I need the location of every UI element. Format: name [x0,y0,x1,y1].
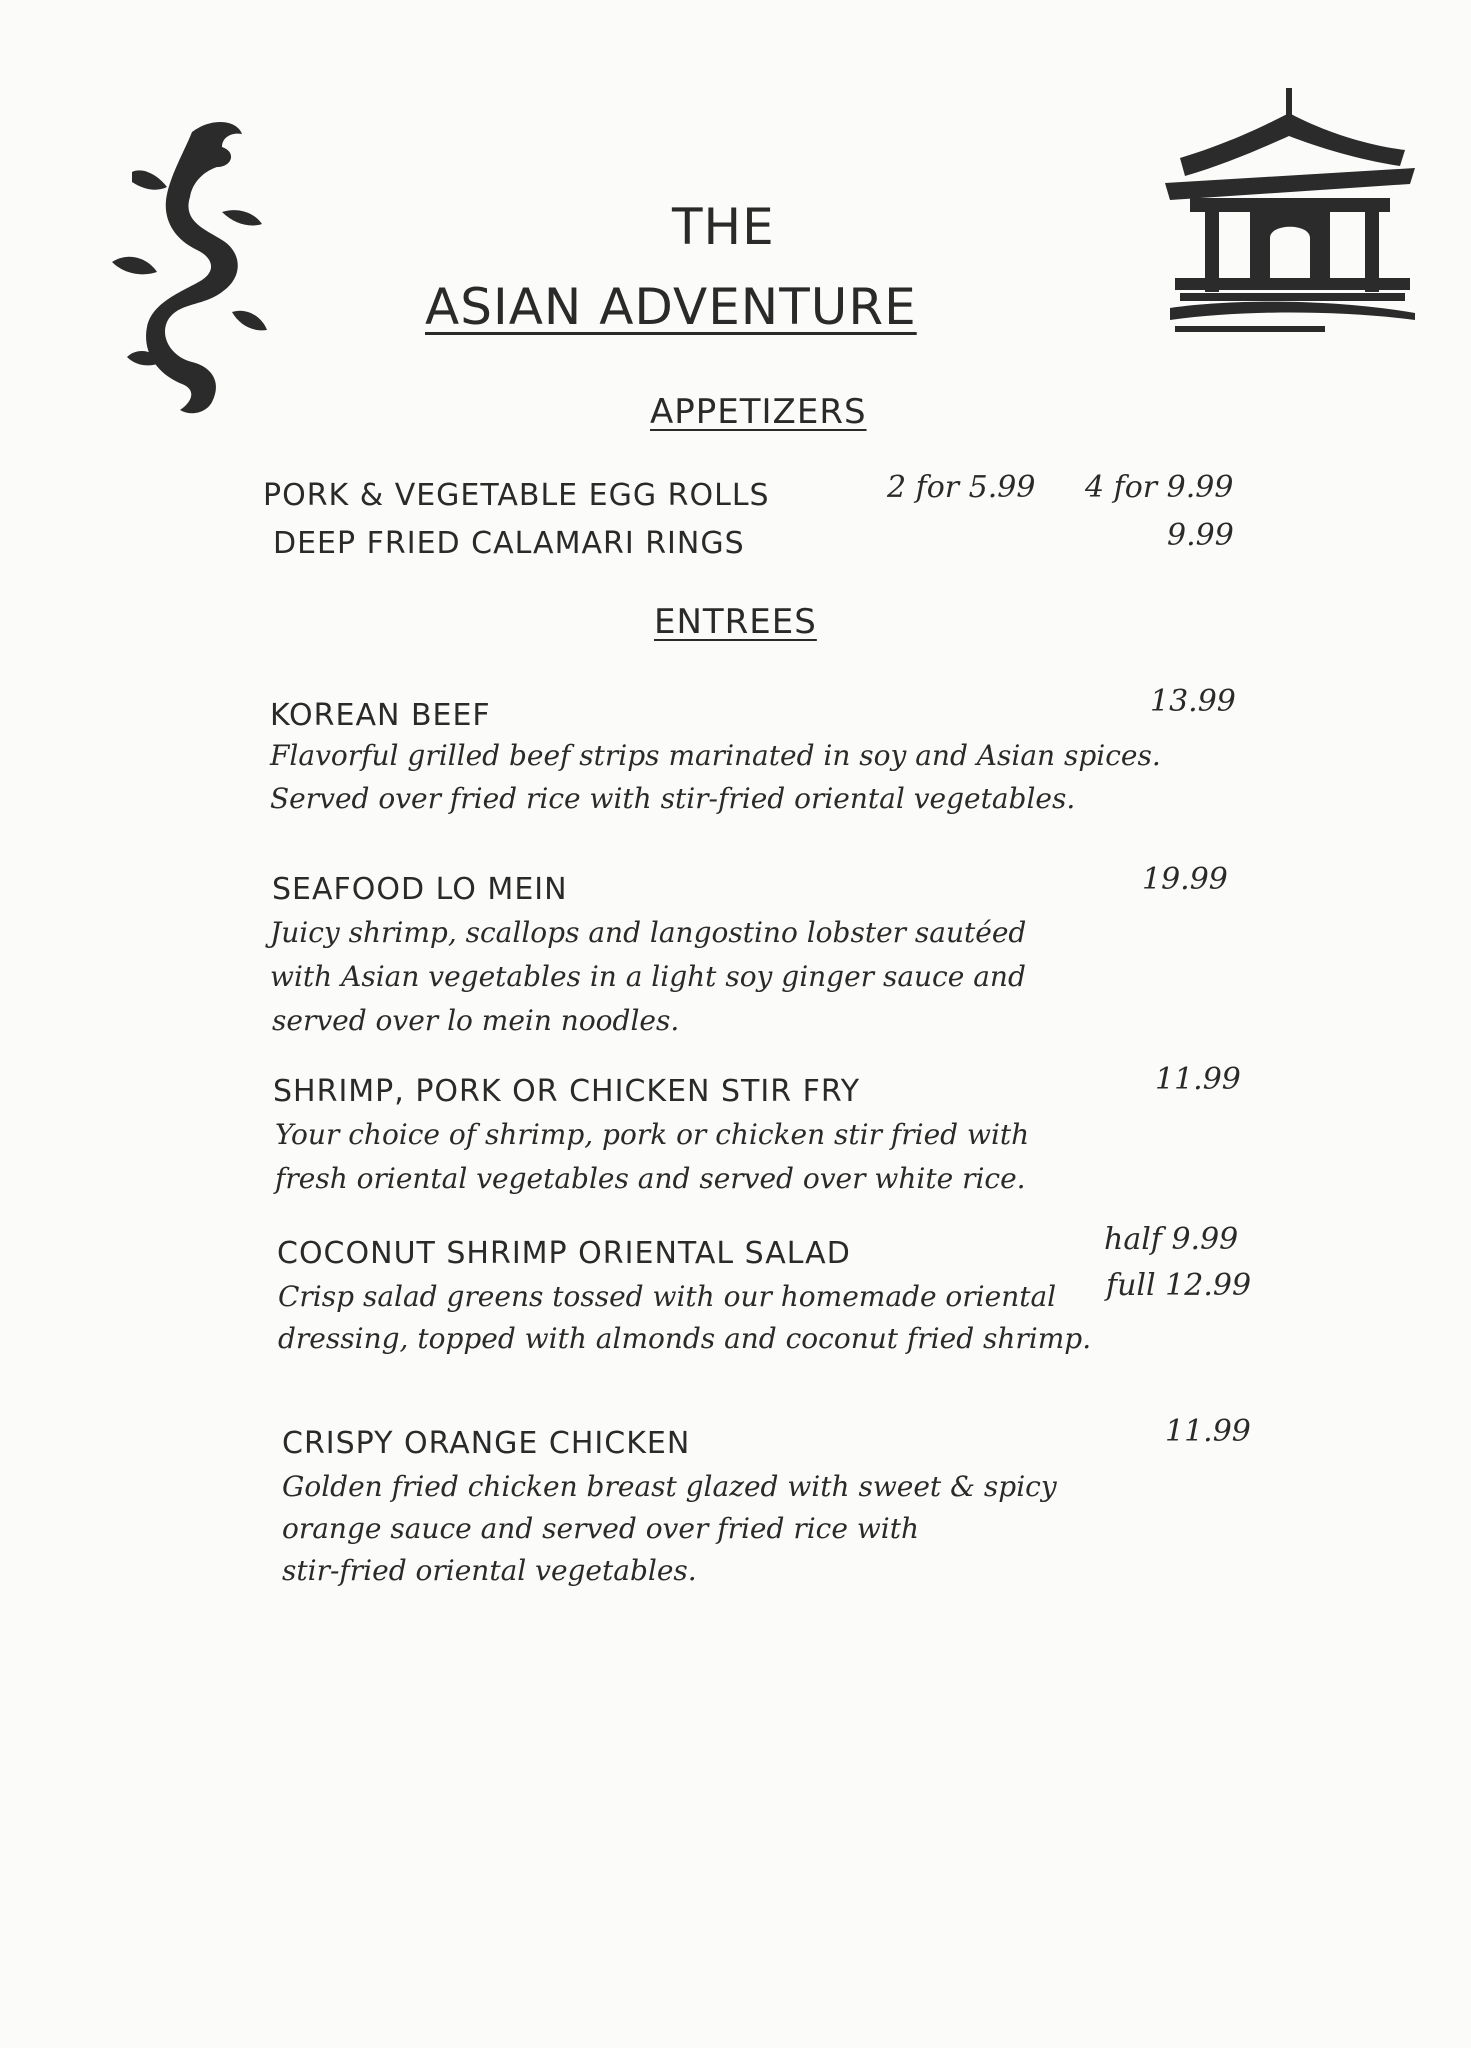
entree-description: served over lo mein noodles. [272,1004,680,1037]
appetizer-name: DEEP FRIED CALAMARI RINGS [273,526,745,561]
entree-name: CRISPY ORANGE CHICKEN [282,1426,691,1461]
menu-title-line2: ASIAN ADVENTURE [425,278,917,336]
entree-price: half 9.99 [1104,1222,1239,1257]
entree-description: Your choice of shrimp, pork or chicken stir fried with [275,1118,1030,1151]
menu-title-line1: THE [672,198,775,256]
entree-name: SHRIMP, PORK OR CHICKEN STIR FRY [273,1074,861,1109]
appetizer-price: 2 for 5.99 [887,470,1036,505]
entree-description: with Asian vegetables in a light soy ginger sauce and [270,960,1026,993]
entree-description: Flavorful grilled beef strips marinated in soy and Asian spices. [270,739,1161,772]
appetizer-price: 9.99 [1167,518,1234,553]
entree-description: orange sauce and served over fried rice with [282,1512,920,1545]
entree-price: 19.99 [1142,862,1228,897]
entree-price: 11.99 [1165,1414,1251,1449]
entree-description: fresh oriental vegetables and served over white rice. [275,1162,1026,1195]
entree-name: COCONUT SHRIMP ORIENTAL SALAD [277,1236,851,1271]
appetizers-heading: APPETIZERS [650,392,867,432]
appetizer-name: PORK & VEGETABLE EGG ROLLS [263,478,770,513]
entree-name: SEAFOOD LO MEIN [272,872,568,907]
entree-price: 13.99 [1150,684,1236,719]
entree-description: Crisp salad greens tossed with our homemade oriental [278,1280,1057,1313]
entree-description: Juicy shrimp, scallops and langostino lobster sautéed [270,916,1027,949]
entree-price: 11.99 [1155,1062,1241,1097]
entree-name: KOREAN BEEF [270,698,491,733]
entree-description: Served over fried rice with stir-fried oriental vegetables. [270,782,1076,815]
dragon-icon [72,112,272,422]
appetizer-price: 4 for 9.99 [1085,470,1234,505]
entree-description: Golden fried chicken breast glazed with sweet & spicy [282,1470,1057,1503]
entree-price: full 12.99 [1106,1268,1252,1303]
pagoda-icon [1160,88,1422,338]
entree-description: stir-fried oriental vegetables. [282,1554,697,1587]
entrees-heading: ENTREES [654,602,817,642]
entree-description: dressing, topped with almonds and coconut fried shrimp. [278,1322,1092,1355]
